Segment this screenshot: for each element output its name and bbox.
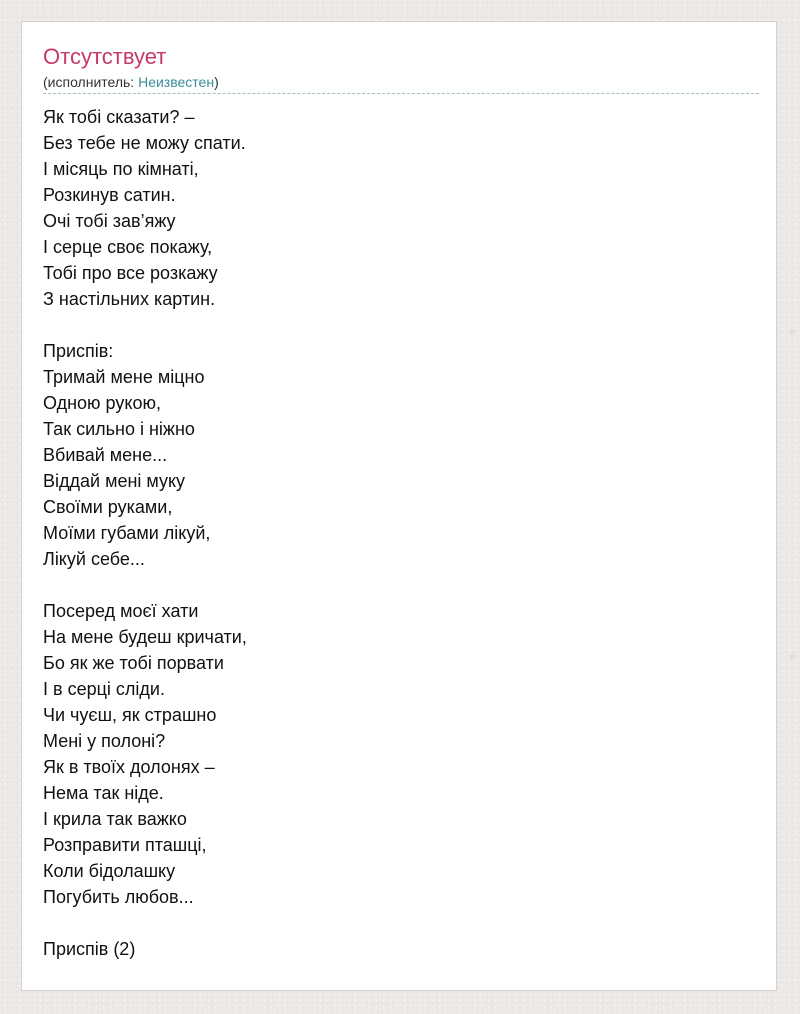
lyric-line: Без тебе не можу спати. bbox=[43, 133, 246, 153]
lyric-line: Коли бідолашку bbox=[43, 861, 176, 881]
lyric-line: З настільних картин. bbox=[43, 289, 216, 309]
lyric-line: Лікуй себе... bbox=[43, 549, 145, 569]
lyric-line: Погубить любов... bbox=[43, 887, 194, 907]
lyric-line: І серце своє покажу, bbox=[43, 237, 213, 257]
stanza-gap bbox=[43, 312, 247, 338]
page-edge-fold bbox=[790, 330, 798, 336]
song-title: Отсутствует bbox=[43, 44, 167, 69]
title-divider bbox=[43, 93, 759, 94]
lyric-line: Своїми руками, bbox=[43, 497, 173, 517]
lyric-line: Розкинув сатин. bbox=[43, 185, 176, 205]
lyric-line: І в серці сліди. bbox=[43, 679, 165, 699]
artist-line bbox=[43, 72, 219, 92]
lyric-line: Приспів: bbox=[43, 341, 114, 361]
lyric-line: Тримай мене міцно bbox=[43, 367, 205, 387]
lyric-line: На мене будеш кричати, bbox=[43, 627, 247, 647]
lyric-line: Нема так ніде. bbox=[43, 783, 164, 803]
stanza-gap bbox=[43, 572, 247, 598]
lyric-line: Як в твоїх долонях – bbox=[43, 757, 215, 777]
lyric-line: Посеред моєї хати bbox=[43, 601, 199, 621]
artist-prefix: (исполнитель: bbox=[43, 74, 139, 90]
lyric-line: Тобі про все розкажу bbox=[43, 263, 218, 283]
page-edge-fold bbox=[790, 655, 798, 661]
lyric-line: Одною рукою, bbox=[43, 393, 161, 413]
lyric-line: І крила так важко bbox=[43, 809, 187, 829]
lyrics-card bbox=[21, 21, 777, 991]
lyric-line: Як тобі сказати? – bbox=[43, 107, 195, 127]
lyric-line: Віддай мені муку bbox=[43, 471, 186, 491]
lyric-line: Мені у полоні? bbox=[43, 731, 166, 751]
lyrics-text bbox=[43, 104, 247, 962]
lyric-line: Чи чуєш, як страшно bbox=[43, 705, 217, 725]
lyric-line: Бо як же тобі порвати bbox=[43, 653, 224, 673]
artist-link[interactable]: Неизвестен bbox=[138, 74, 215, 90]
lyric-line: Приспів (2) bbox=[43, 939, 136, 959]
lyric-line: Очі тобі зав’яжу bbox=[43, 211, 176, 231]
lyric-line: Вбивай мене... bbox=[43, 445, 168, 465]
lyric-line: Так сильно і ніжно bbox=[43, 419, 195, 439]
stanza-gap bbox=[43, 910, 247, 936]
artist-suffix: ) bbox=[214, 74, 219, 90]
lyric-line: Розправити пташці, bbox=[43, 835, 207, 855]
lyric-line: І місяць по кімнаті, bbox=[43, 159, 199, 179]
lyric-line: Моїми губами лікуй, bbox=[43, 523, 211, 543]
